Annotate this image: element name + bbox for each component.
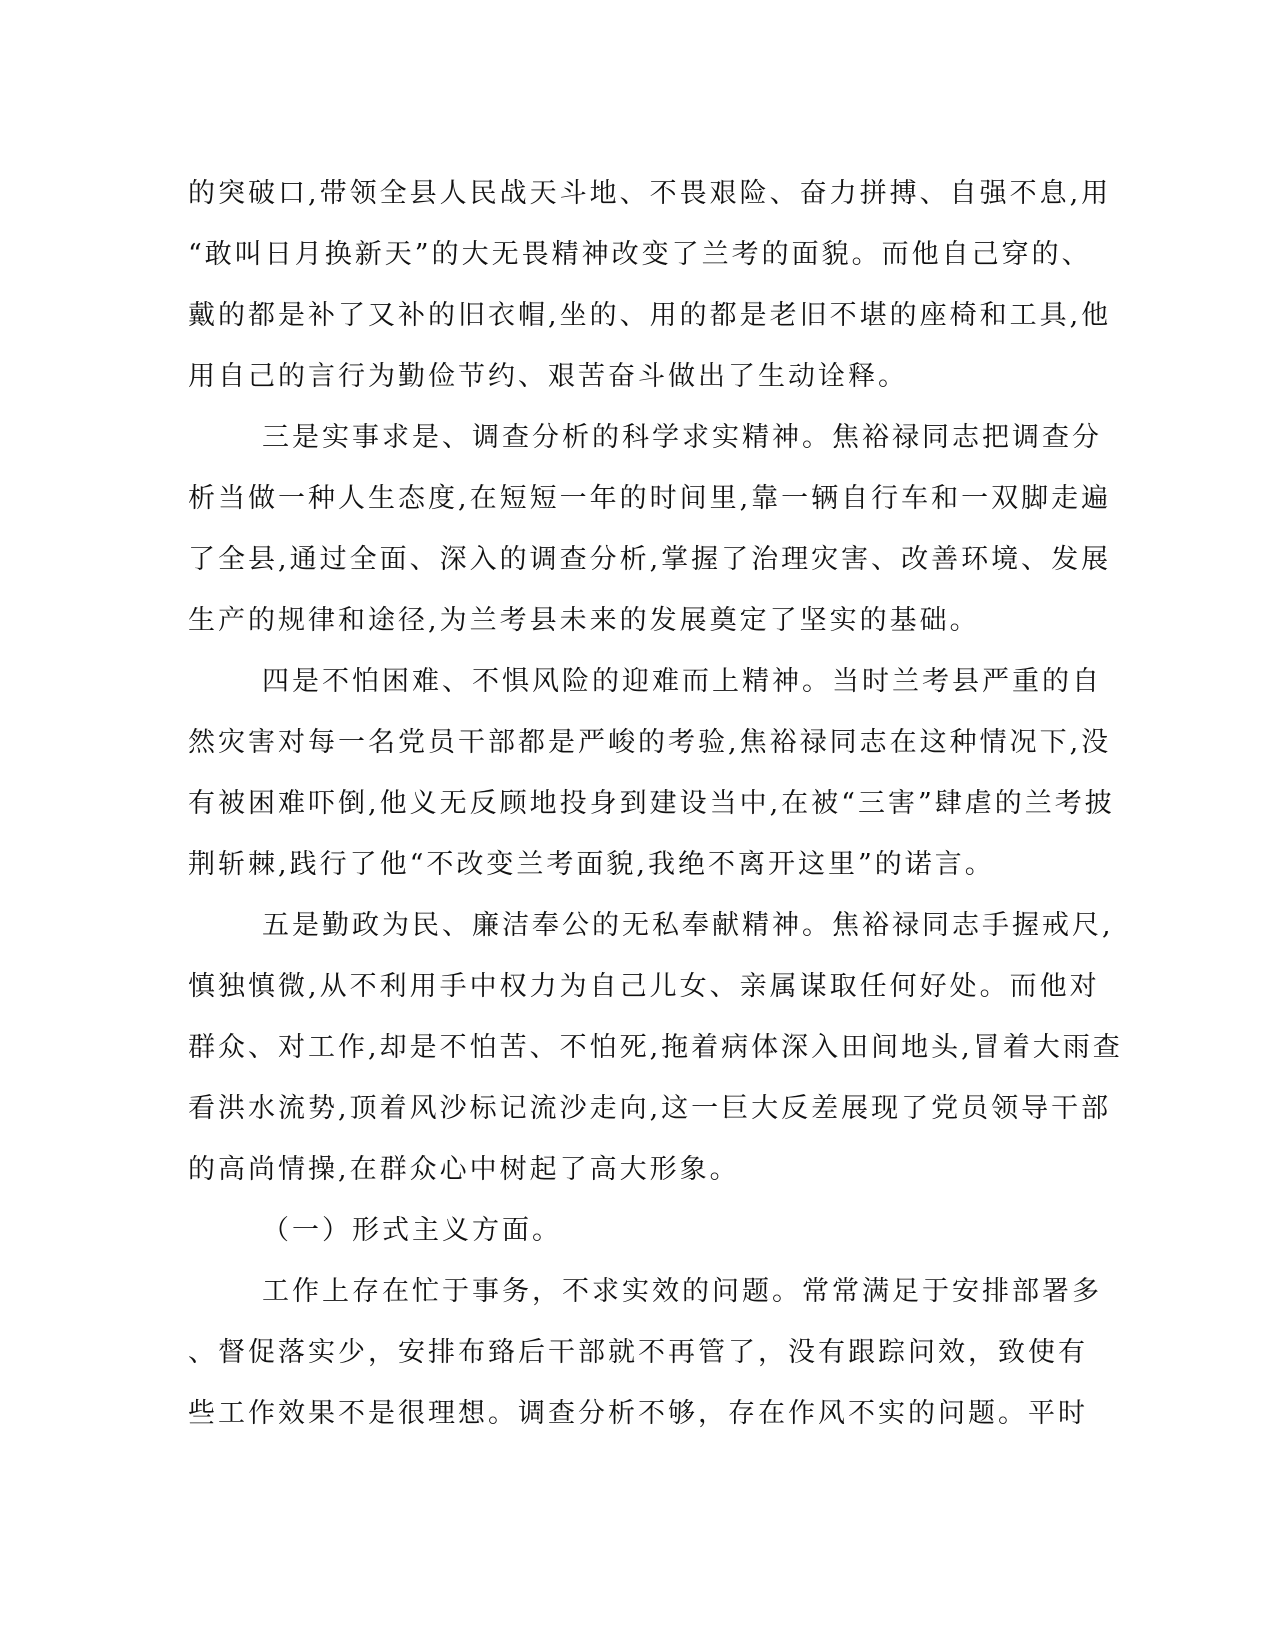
text-line-7: 了全县,通过全面、深入的调查分析,掌握了治理灾害、改善环境、发展 [188,544,1112,575]
text-line-2: “敢叫日月换新天”的大无畏精神改变了兰考的面貌。而他自己穿的、 [188,239,1092,270]
text-line-19: 工作上存在忙于事务，不求实效的问题。常常满足于安排部署多 [262,1276,1102,1307]
text-line-10: 然灾害对每一名党员干部都是严峻的考验,焦裕禄同志在这种情况下,没 [188,727,1112,758]
text-line-12: 荆斩棘,践行了他“不改变兰考面貌,我绝不离开这里”的诺言。 [188,849,995,880]
text-line-8: 生产的规律和途径,为兰考县未来的发展奠定了坚实的基础。 [188,605,980,636]
text-line-13: 五是勤政为民、廉洁奉公的无私奉献精神。焦裕禄同志手握戒尺, [262,910,1114,941]
text-line-11: 有被困难吓倒,他义无反顾地投身到建设当中,在被“三害”肆虐的兰考披 [188,788,1115,819]
text-line-1: 的突破口,带领全县人民战天斗地、不畏艰险、奋力拼搏、自强不息,用 [188,178,1112,209]
text-line-5: 三是实事求是、调查分析的科学求实精神。焦裕禄同志把调查分 [262,422,1102,453]
text-line-16: 看洪水流势,顶着风沙标记流沙走向,这一巨大反差展现了党员领导干部 [188,1093,1112,1124]
text-line-14: 慎独慎微,从不利用手中权力为自己儿女、亲属谋取任何好处。而他对 [188,971,1100,1002]
body-text [188,163,1123,1444]
text-line-20: 、督促落实少，安排布臵后干部就不再管了，没有跟踪问效，致使有 [188,1337,1088,1368]
text-line-15: 群众、对工作,却是不怕苦、不怕死,拖着病体深入田间地头,冒着大雨查 [188,1032,1123,1063]
text-line-6: 析当做一种人生态度,在短短一年的时间里,靠一辆自行车和一双脚走遍 [188,483,1112,514]
text-line-17: 的高尚情操,在群众心中树起了高大形象。 [188,1154,740,1185]
text-line-9: 四是不怕困难、不惧风险的迎难而上精神。当时兰考县严重的自 [262,666,1102,697]
section-heading: （一）形式主义方面。 [262,1215,562,1246]
text-line-21: 些工作效果不是很理想。调查分析不够，存在作风不实的问题。平时 [188,1398,1088,1429]
text-line-3: 戴的都是补了又补的旧衣帽,坐的、用的都是老旧不堪的座椅和工具,他 [188,300,1112,331]
text-line-4: 用自己的言行为勤俭节约、艰苦奋斗做出了生动诠释。 [188,361,908,392]
